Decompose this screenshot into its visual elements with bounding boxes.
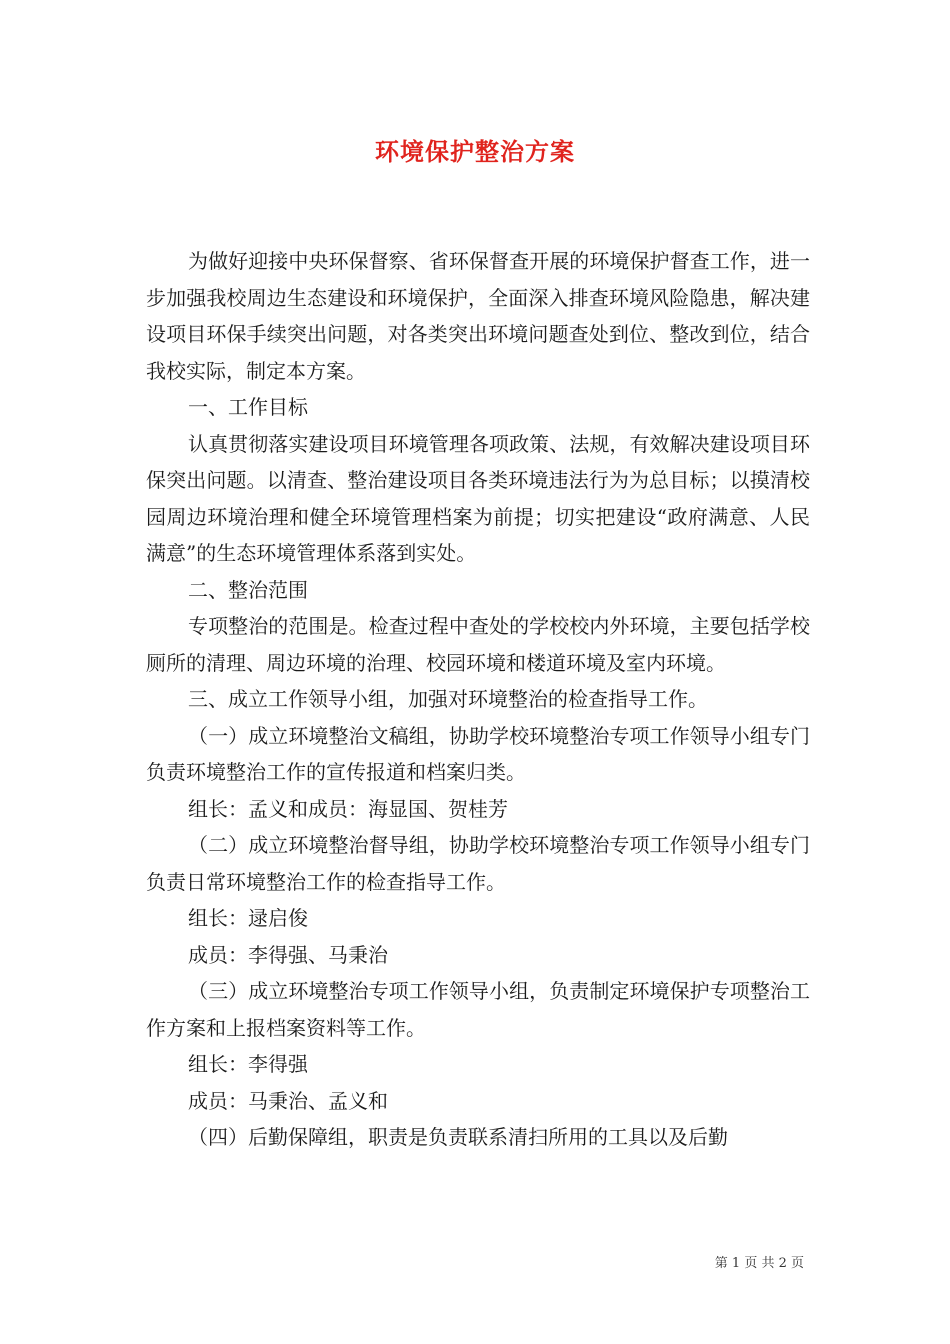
section-heading-goals: 一、工作目标 xyxy=(188,395,308,419)
document-body xyxy=(146,243,810,1156)
group-three-members: 成员：马秉治、孟义和 xyxy=(188,1088,388,1113)
group-four-paragraph: （四）后勤保障组，职责是负责联系清扫所用的工具以及后勤 xyxy=(188,1125,728,1149)
group-two-members: 成员：李得强、马秉治 xyxy=(188,942,388,967)
section-heading-leadership: 三、成立工作领导小组，加强对环境整治的检查指导工作。 xyxy=(188,687,708,711)
group-two-leader: 组长：逯启俊 xyxy=(188,906,308,930)
goals-paragraph: 认真贯彻落实建设项目环境管理各项政策、法规，有效解决建设项目环保突出问题。以清查、整治建设项目各类环境违法行为为总目标；以摸清校园周边环境治理和健全环境管理档案为前提；切实把建设“政府满意、人民满意”的生态环境管理体系落到实处。 xyxy=(146,431,810,565)
page-number: 第 1 页 共 2 页 xyxy=(714,1256,804,1271)
intro-paragraph: 为做好迎接中央环保督察、省环保督查开展的环境保护督查工作，进一步加强我校周边生态建设和环境保护，全面深入排查环境风险隐患，解决建设项目环保手续突出问题，对各类突出环境问题查处到位、整改到位，结合我校实际，制定本方案。 xyxy=(146,249,810,383)
section-heading-scope: 二、整治范围 xyxy=(188,577,308,602)
scope-paragraph: 专项整治的范围是。检查过程中查处的学校校内外环境，主要包括学校厕所的清理、周边环境的治理、校园环境和楼道环境及室内环境。 xyxy=(146,614,810,675)
group-three-paragraph: （三）成立环境整治专项工作领导小组，负责制定环境保护专项整治工作方案和上报档案资料等工作。 xyxy=(146,979,810,1040)
document-title: 环境保护整治方案 xyxy=(375,137,575,166)
group-three-leader: 组长：李得强 xyxy=(188,1052,308,1076)
group-one-paragraph: （一）成立环境整治文稿组，协助学校环境整治专项工作领导小组专门负责环境整治工作的宣传报道和档案归类。 xyxy=(146,723,810,784)
group-two-paragraph: （二）成立环境整治督导组，协助学校环境整治专项工作领导小组专门负责日常环境整治工作的检查指导工作。 xyxy=(146,833,810,894)
group-one-members: 组长：孟义和成员：海显国、贺桂芳 xyxy=(188,796,508,821)
